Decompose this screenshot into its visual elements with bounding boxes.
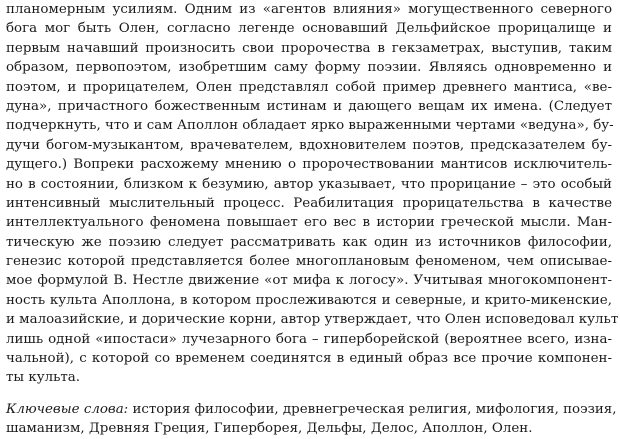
abstract-line: ты культа. xyxy=(6,370,81,386)
abstract-line: тическую же поэзию следует рассматривать как один из источников философии, xyxy=(6,234,612,250)
abstract-line: ность культа Аполлона, в котором прослеживаются и северные, и крито-микенские, xyxy=(6,292,612,308)
abstract-line: подчеркнуть, что и сам Аполлон обладает ярко выраженными чертами «ведуна», бу- xyxy=(6,118,614,134)
abstract-line: но в состоянии, близком к безумию, автор указывает, что прорицание – это особый xyxy=(6,176,612,192)
abstract-line: чальной), с которой со временем соединятся в единый образ все прочие компонен- xyxy=(6,351,612,367)
abstract-line: интенсивный мыслительный процесс. Реабилитация прорицательства в качестве xyxy=(6,195,612,211)
document-page xyxy=(6,0,619,439)
abstract-line: дуна», причастного божественным истинам и дающего вещам их имена. (Следует xyxy=(6,98,612,114)
keywords-text: история философии, древнегреческая религия, мифология, поэзия, xyxy=(128,401,617,417)
abstract-line: лишь одной «ипостаси» лучезарного бога – гиперборейской (вероятнее всего, изна- xyxy=(6,331,612,347)
abstract-paragraph xyxy=(6,0,619,388)
abstract-line: первым начавший произносить свои пророчества в гекзаметрах, выступив, таким xyxy=(6,40,612,56)
abstract-line: интеллектуального феномена повышает его вес в истории греческой мысли. Ман- xyxy=(6,215,612,231)
keywords-block xyxy=(6,400,617,439)
keywords-line: шаманизм, Древняя Греция, Гиперборея, Дельфы, Делос, Аполлон, Олен. xyxy=(6,421,533,437)
abstract-line: дущего.) Вопреки расхожему мнению о пророчествовании мантисов исключитель- xyxy=(6,157,612,173)
abstract-line: образом, первопоэтом, изобретшим саму форму поэзии. Являясь одновременно и xyxy=(6,60,612,76)
abstract-line: мое формулой В. Нестле движение «от мифа к логосу». Учитывая многокомпонент- xyxy=(6,273,612,289)
abstract-line: бога мог быть Олен, согласно легенде основавший Дельфийское прорицалище и xyxy=(6,21,612,37)
abstract-line: дучи богом-музыкантом, врачевателем, вдохновителем поэтов, предсказателем бу- xyxy=(6,137,612,153)
abstract-line: поэтом, и прорицателем, Олен представлял собой пример древнего мантиса, «ве- xyxy=(6,79,612,95)
abstract-line: и малоазийские, и дорические корни, автор утверждает, что Олен исповедовал культ xyxy=(6,312,619,328)
keywords-label: Ключевые слова: xyxy=(6,401,129,417)
abstract-line: генезис которой представляется более многоплановым феноменом, чем описывае- xyxy=(6,254,612,270)
abstract-line: планомерным усилиям. Одним из «агентов влияния» могущественного северного xyxy=(6,2,612,17)
keywords-line xyxy=(6,400,617,419)
